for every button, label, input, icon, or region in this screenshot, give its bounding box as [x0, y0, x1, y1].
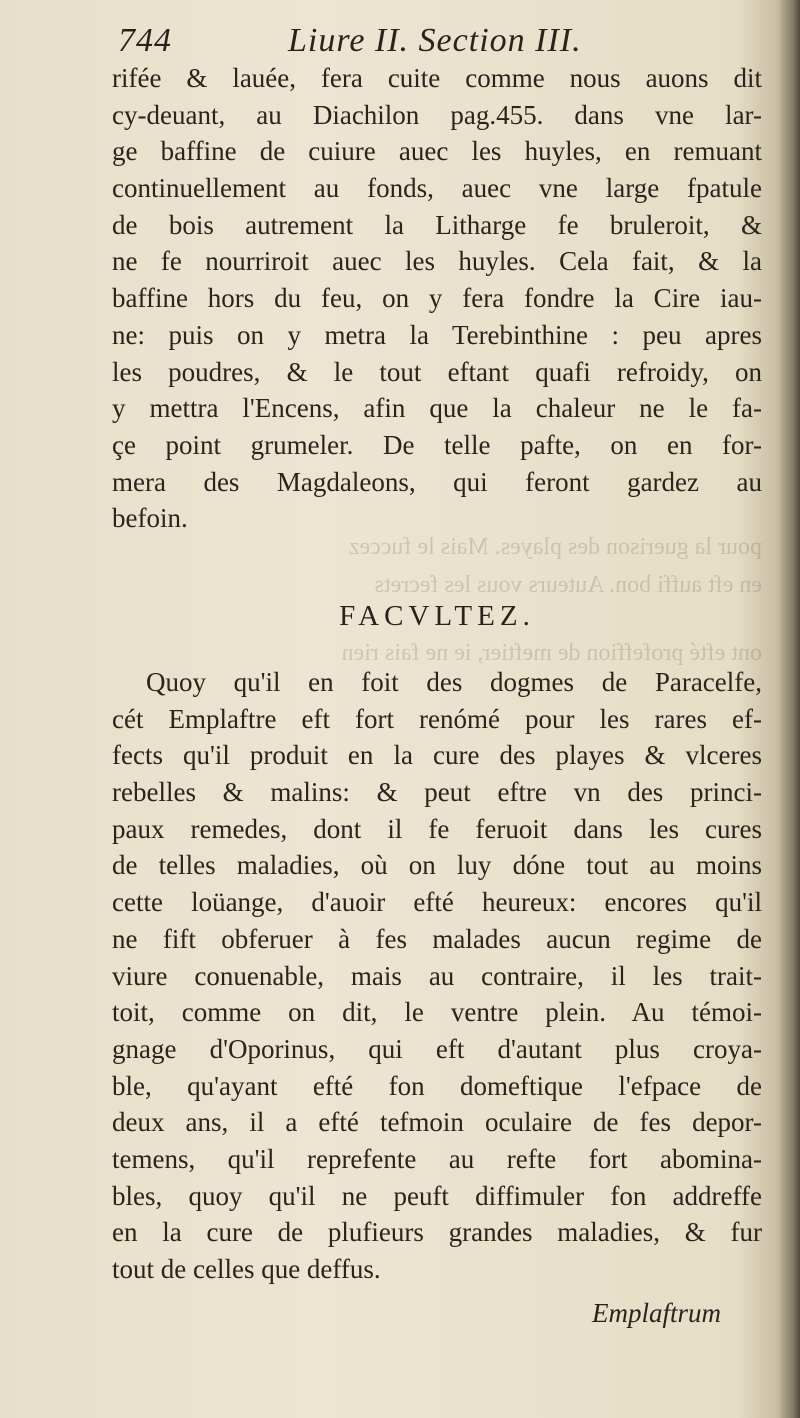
text-line: en la cure de plufieurs grandes maladies, & fur: [112, 1217, 762, 1248]
text-line: ne fe nourriroit auec les huyles. Cela fait, & la: [112, 246, 762, 277]
text-line: ge baffine de cuiure auec les huyles, en remuant: [112, 136, 762, 167]
text-line: çe point grumeler. De telle pafte, on en for-: [112, 429, 762, 460]
text-line: Quoy qu'il en foit des dogmes de Paracelfe,: [146, 667, 762, 697]
text-line: de bois autrement la Litharge fe bruleroit, &: [112, 209, 762, 240]
text-line: befoin.: [112, 503, 188, 534]
paragraph-preparation: [112, 60, 762, 537]
page-gutter-shadow: [778, 0, 800, 1418]
text-line: y mettra l'Encens, afin que la chaleur ne le fa-: [112, 393, 762, 424]
page-number: 744: [118, 22, 172, 59]
text-line: fects qu'il produit en la cure des playes & vlceres: [112, 740, 762, 771]
text-line: ne fift obferuer à fes malades aucun regime de: [112, 923, 762, 954]
text-line: temens, qu'il reprefente au refte fort abomina-: [112, 1143, 762, 1174]
text-line: les poudres, & le tout eftant quafi refroidy, on: [112, 356, 762, 387]
section-heading: FACVLTEZ.: [339, 600, 535, 632]
text-line: rifée & lauée, fera cuite comme nous auons dit: [112, 63, 762, 93]
text-line: continuellement au fonds, auec vne large fpatule: [112, 173, 762, 204]
text-line: cette loüange, d'auoir efté heureux: encores qu'il: [112, 887, 762, 918]
paragraph-faculties: [112, 664, 762, 1288]
text-line: cét Emplaftre eft fort renómé pour les rares ef-: [112, 703, 762, 734]
show-through-text: pour la guerison des playes. Mais le fuccez: [348, 534, 762, 560]
text-line: paux remedes, dont il fe feruoit dans les cures: [112, 813, 762, 844]
text-line: ble, qu'ayant efté fon domeftique l'efpace de: [112, 1070, 762, 1101]
text-line: toit, comme on dit, le ventre plein. Au témoi-: [112, 997, 762, 1028]
text-line: mera des Magdaleons, qui feront gardez au: [112, 466, 762, 497]
text-line: de telles maladies, où on luy dóne tout au moins: [112, 850, 762, 881]
text-line: cy-deuant, au Diachilon pag.455. dans vne lar-: [112, 99, 762, 130]
text-line: deux ans, il a efté tefmoin oculaire de fes depor-: [112, 1107, 762, 1138]
text-line: tout de celles que deffus.: [112, 1254, 381, 1284]
text-line: rebelles & malins: & peut eftre vn des princi-: [112, 777, 762, 808]
text-line: bles, quoy qu'il ne peuft diffimuler fon addreffe: [112, 1180, 762, 1211]
text-line: viure conuenable, mais au contraire, il les trait-: [112, 960, 762, 991]
text-line: gnage d'Oporinus, qui eft d'autant plus croya-: [112, 1033, 762, 1064]
page-header: [112, 18, 692, 58]
text-line: ne: puis on y metra la Terebinthine : peu apres: [112, 319, 762, 350]
show-through-text: ont efté profeffion de meftier, ie ne fais rien: [341, 640, 762, 666]
running-head: Liure II. Section III.: [288, 22, 582, 59]
catchword: Emplaftrum: [592, 1298, 722, 1328]
text-line: baffine hors du feu, on y fera fondre la Cire iau-: [112, 283, 762, 314]
show-through-text: en eft auffi bon. Auteurs vous les fecrets: [374, 572, 762, 598]
